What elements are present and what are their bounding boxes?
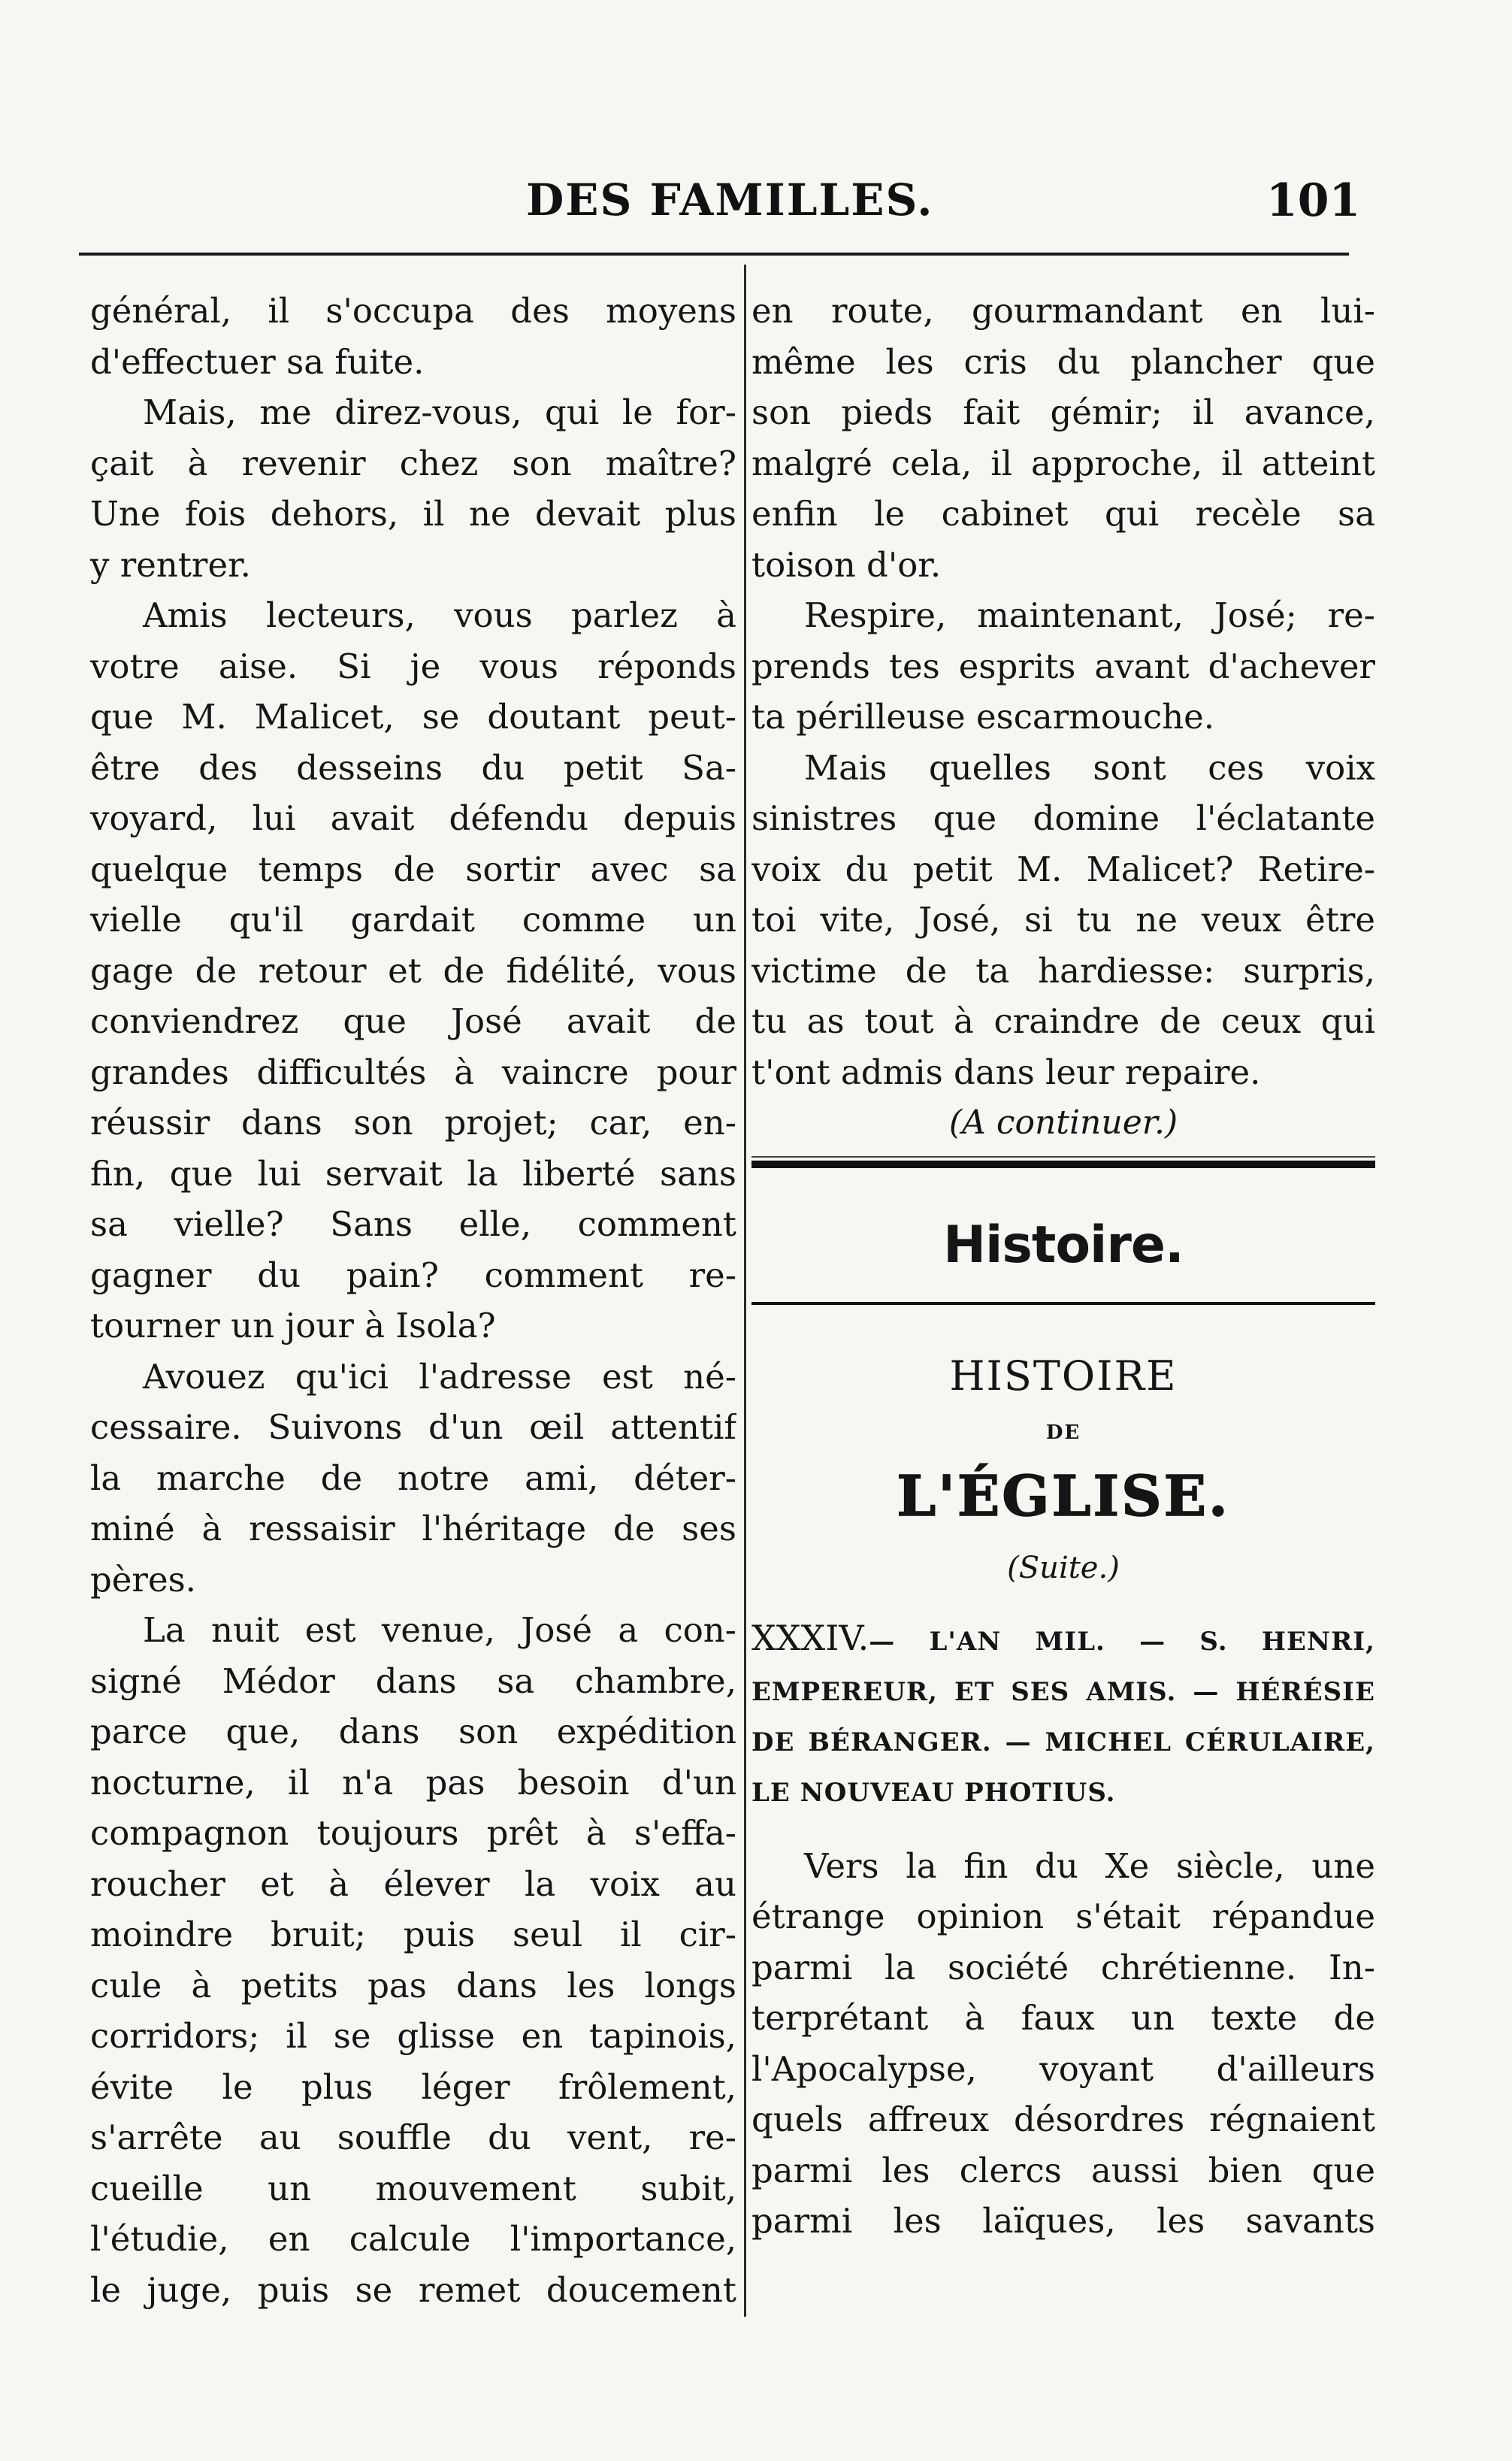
text-line: l'Apocalypse, voyant d'ailleurs xyxy=(751,2048,1375,2089)
rule-thick xyxy=(751,1161,1375,1168)
text-line: être des desseins du petit Sa- xyxy=(90,747,736,788)
chapter-summary: — L'AN MIL. — S. HENRI, EMPEREUR, ET SES AMIS. — HÉRÉSIE DE BÉRANGER. — MICHEL CÉRULAIRE, LE NOUVEAU PHOTIUS. xyxy=(751,1626,1375,1808)
rule-single xyxy=(751,1302,1375,1305)
chapter-number: XXXIV. xyxy=(751,1617,869,1658)
text-line: réussir dans son projet; car, en- xyxy=(90,1103,736,1143)
text-line: le juge, puis se remet doucement xyxy=(90,2269,736,2310)
text-line: en route, gourmandant en lui- xyxy=(751,291,1375,331)
text-line: terprétant à faux un texte de xyxy=(751,1998,1375,2038)
running-title: DES FAMILLES. xyxy=(526,174,934,226)
text-line: compagnon toujours prêt à s'effa- xyxy=(90,1813,736,1853)
text-line: fin, que lui servait la liberté sans xyxy=(90,1153,736,1194)
text-line: votre aise. Si je vous réponds xyxy=(90,646,736,686)
text-line: Une fois dehors, il ne devait plus xyxy=(90,494,736,534)
book-suite: (Suite.) xyxy=(1007,1550,1120,1585)
text-line: grandes difficultés à vaincre pour xyxy=(90,1052,736,1092)
continuation-note: (A continuer.) xyxy=(948,1103,1178,1142)
section-rule-bottom xyxy=(751,1294,1375,1312)
text-line: parmi la société chrétienne. In- xyxy=(751,1947,1375,1987)
text-line: sa vielle? Sans elle, comment xyxy=(90,1204,736,1244)
text-line: Avouez qu'ici l'adresse est né- xyxy=(143,1356,736,1397)
text-line: roucher et à élever la voix au xyxy=(90,1863,736,1904)
text-line: quelque temps de sortir avec sa xyxy=(90,849,736,889)
text-line: signé Médor dans sa chambre, xyxy=(90,1660,736,1701)
text-line: ta périlleuse escarmouche. xyxy=(751,697,1215,737)
text-line: cueille un mouvement subit, xyxy=(90,2168,736,2208)
text-line: Mais, me direz-vous, qui le for- xyxy=(143,392,736,432)
text-line: Respire, maintenant, José; re- xyxy=(804,595,1375,635)
text-line: moindre bruit; puis seul il cir- xyxy=(90,1915,736,1954)
text-line: cessaire. Suivons d'un œil attentif xyxy=(90,1407,736,1447)
book-title-de: DE xyxy=(1045,1421,1081,1444)
text-line: parmi les laïques, les savants xyxy=(751,2201,1375,2241)
header-rule xyxy=(79,253,1349,256)
text-line: voyard, lui avait défendu depuis xyxy=(90,798,736,838)
column-divider xyxy=(744,265,746,2317)
right-column xyxy=(751,286,1375,2247)
text-line: çait à revenir chez son maître? xyxy=(90,443,736,483)
text-line: vielle qu'il gardait comme un xyxy=(90,900,736,940)
text-line: gagner du pain? comment re- xyxy=(90,1255,736,1295)
page-number: 101 xyxy=(1266,174,1361,227)
text-line: voix du petit M. Malicet? Retire- xyxy=(751,849,1375,889)
text-line: évite le plus léger frôlement, xyxy=(90,2066,736,2107)
text-line: corridors; il se glisse en tapinois, xyxy=(90,2016,736,2056)
text-line: tourner un jour à Isola? xyxy=(90,1306,496,1346)
text-line: parce que, dans son expédition xyxy=(90,1712,736,1751)
text-line: quels affreux désordres régnaient xyxy=(751,2099,1375,2139)
text-line: Mais quelles sont ces voix xyxy=(804,747,1375,788)
text-line: enfin le cabinet qui recèle sa xyxy=(751,494,1375,534)
text-line: parmi les clercs aussi bien que xyxy=(751,2150,1375,2190)
text-line: pères. xyxy=(90,1559,196,1600)
section-heading: Histoire. xyxy=(943,1215,1184,1275)
text-line: tu as tout à craindre de ceux qui xyxy=(751,1001,1375,1041)
text-line: Vers la fin du Xe siècle, une xyxy=(804,1845,1375,1886)
text-line: conviendrez que José avait de xyxy=(90,1001,736,1041)
text-line: prends tes esprits avant d'achever xyxy=(751,646,1375,686)
text-line: toison d'or. xyxy=(751,544,942,585)
text-line: Amis lecteurs, vous parlez à xyxy=(143,595,736,635)
text-line: l'étudie, en calcule l'importance, xyxy=(90,2219,736,2259)
text-line: malgré cela, il approche, il atteint xyxy=(751,443,1375,483)
left-column xyxy=(90,286,736,2315)
text-line: nocturne, il n'a pas besoin d'un xyxy=(90,1762,736,1803)
text-line: s'arrête au souffle du vent, re- xyxy=(90,2117,736,2157)
text-line: son pieds fait gémir; il avance, xyxy=(751,392,1375,432)
text-line: miné à ressaisir l'héritage de ses xyxy=(90,1509,736,1548)
text-line: t'ont admis dans leur repaire. xyxy=(751,1052,1261,1092)
text-line: gage de retour et de fidélité, vous xyxy=(90,950,736,991)
chapter-heading xyxy=(751,1613,1375,1818)
text-line: d'effectuer sa fuite. xyxy=(90,341,425,382)
text-line: sinistres que domine l'éclatante xyxy=(751,798,1375,838)
section-rule-top xyxy=(751,1156,1375,1174)
text-line: étrange opinion s'était répandue xyxy=(751,1896,1375,1936)
text-line: y rentrer. xyxy=(90,544,251,585)
text-line: général, il s'occupa des moyens xyxy=(90,291,736,331)
text-line: toi vite, José, si tu ne veux être xyxy=(751,900,1375,940)
text-line: que M. Malicet, se doutant peut- xyxy=(90,697,736,737)
text-line: la marche de notre ami, déter- xyxy=(90,1458,736,1498)
text-line: même les cris du plancher que xyxy=(751,341,1375,382)
text-line: cule à petits pas dans les longs xyxy=(90,1965,736,2005)
book-subject: L'ÉGLISE. xyxy=(897,1464,1230,1529)
book-title: HISTOIRE xyxy=(949,1352,1178,1400)
text-line: victime de ta hardiesse: surpris, xyxy=(751,950,1375,991)
text-line: La nuit est venue, José a con- xyxy=(143,1610,736,1650)
rule-thin xyxy=(751,1156,1375,1158)
